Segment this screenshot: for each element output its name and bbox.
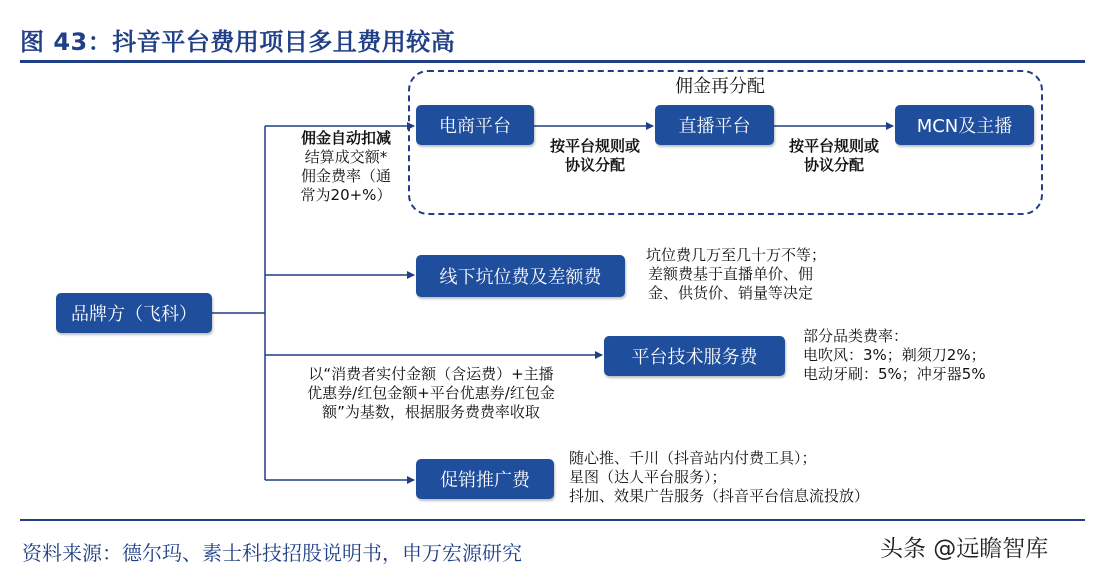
- offline-fee-note: [646, 246, 886, 303]
- tech-fee-rate-note: [803, 327, 1043, 384]
- promo-note-line: 抖加、效果广告服务（抖音平台信息流投放）: [569, 487, 870, 505]
- edge-label-2: [775, 137, 893, 175]
- commission-note-line: 结算成交额*: [304, 148, 388, 166]
- tech-basis-line: 额”为基数，根据服务费费率收取: [322, 403, 540, 421]
- tech-rate-line: 部分品类费率：: [803, 327, 909, 345]
- brand-node: [56, 293, 212, 333]
- commission-note-line: 佣金自动扣减: [300, 129, 391, 147]
- offline-note-line: 坑位费几万至几十万不等；: [646, 246, 827, 264]
- node-label: 平台技术服务费: [631, 347, 758, 368]
- tech-basis-line: 以“消费者实付金额（含运费）+主播: [308, 365, 554, 383]
- footer-divider: [20, 519, 1085, 521]
- brand-label: 品牌方（飞科）: [71, 304, 197, 325]
- offline-note-line: 金、供货价、销量等决定: [648, 284, 814, 302]
- edge-label-line: 协议分配: [564, 156, 625, 174]
- watermark: 头条 @远瞻智库: [880, 536, 1049, 562]
- live-platform-node: [655, 105, 774, 145]
- commission-group-label: 佣金再分配: [675, 76, 765, 97]
- edge-label-line: 协议分配: [803, 156, 864, 174]
- edge-label-line: 按平台规则或: [788, 137, 879, 155]
- promo-note-line: 星图（达人平台服务）；: [569, 468, 727, 486]
- mcn-streamer-node: [895, 105, 1034, 145]
- tech-service-fee-node: [604, 336, 785, 376]
- edge-label-1: [536, 137, 654, 175]
- commission-note-line: 常为20+%）: [300, 186, 392, 204]
- tech-fee-basis-note: [276, 365, 586, 422]
- commission-note-line: 佣金费率（通: [300, 167, 391, 185]
- offline-slot-fee-node: [416, 255, 625, 297]
- tech-rate-line: 电动牙刷：5%；冲牙器5%: [803, 365, 986, 383]
- offline-note-line: 差额费基于直播单价、佣: [648, 265, 814, 283]
- ecommerce-platform-node: [416, 105, 534, 145]
- edge-label-line: 按平台规则或: [549, 137, 640, 155]
- commission-side-note: [284, 129, 408, 205]
- promo-note-line: 随心推、千川（抖音站内付费工具）；: [569, 449, 817, 467]
- tech-basis-line: 优惠券/红包金额+平台优惠券/红包金: [307, 384, 555, 402]
- node-label: MCN及主播: [916, 116, 1013, 137]
- promotion-fee-note: [569, 449, 949, 506]
- tech-rate-line: 电吹风：3%；剃须刀2%；: [803, 346, 986, 364]
- promotion-fee-node: [416, 459, 554, 499]
- figure-title: 图 43：抖音平台费用项目多且费用较高: [20, 28, 456, 56]
- source-note: 资料来源：德尔玛、素士科技招股说明书，申万宏源研究: [22, 541, 522, 565]
- node-label: 直播平台: [678, 116, 751, 137]
- node-label: 电商平台: [439, 116, 511, 137]
- node-label: 线下坑位费及差额费: [439, 267, 602, 288]
- node-label: 促销推广费: [440, 470, 530, 491]
